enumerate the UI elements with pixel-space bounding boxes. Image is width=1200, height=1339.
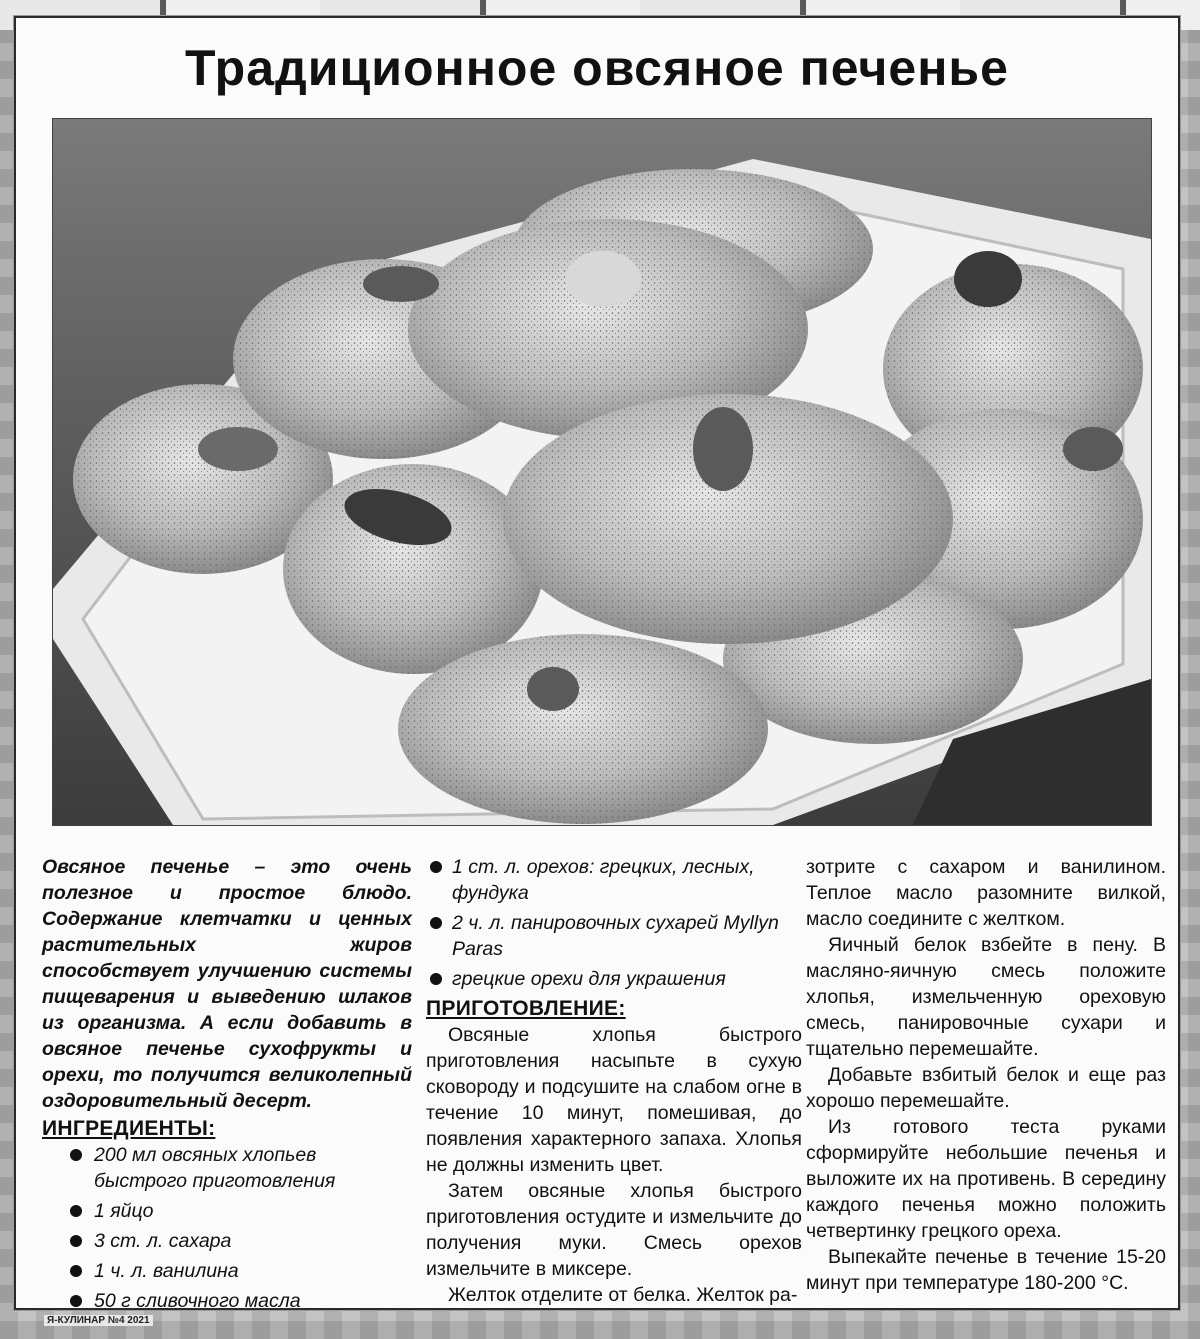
list-item: 2 ч. л. панировочных сухарей Myllyn Paras [426, 910, 802, 962]
preparation-step-continued: зотрите с сахаром и ванилином. Теплое масло разомните вилкой, масло соедините с желтком. [806, 856, 1166, 930]
ingredients-heading: ИНГРЕДИЕНТЫ: [42, 1117, 216, 1140]
page-title: Традиционное овсяное печенье [185, 40, 1009, 96]
ingredients-list-continued [426, 854, 802, 992]
column-3 [806, 854, 1166, 1296]
bullet-icon [70, 1265, 82, 1277]
preparation-heading: ПРИГОТОВЛЕНИЕ: [426, 997, 626, 1020]
bullet-icon [70, 1235, 82, 1247]
intro-text: Овсяное печенье – это очень полезное и простое блюдо. Содержание клетчатки и ценных растительных жиров способствует улучшению системы пищеварения и выведению шлаков из организма. А если добавить в овсяное печенье сухофрукты и орехи, то получится великолепный оздоровительный десерт. [42, 856, 412, 1112]
preparation-step: Из готового теста руками сформируйте небольшие печенья и выложите их на противень. В середину каждого печенья можно положить четвертинку грецкого ореха. [806, 1116, 1166, 1242]
list-item: 200 мл овсяных хлопьев быстрого приготовления [42, 1142, 412, 1194]
list-item: 1 ч. л. ванилина [42, 1258, 412, 1284]
cookies-illustration [53, 119, 1151, 825]
list-item: 50 г сливочного масла [42, 1288, 412, 1314]
bullet-icon [70, 1295, 82, 1307]
preparation-step: Выпекайте печенье в течение 15-20 минут при температуре 180-200 °С. [806, 1246, 1166, 1294]
column-1 [42, 854, 412, 1318]
preparation-step: Овсяные хлопья быстрого приготовления насыпьте в сухую сковороду и подсушите на слабом огне в течение 10 минут, помешивая, до появления характерного запаха. Хлопья не должны изменить цвет. [426, 1024, 802, 1176]
bullet-icon [430, 861, 442, 873]
newspaper-clipping [14, 16, 1180, 1310]
preparation-step: Добавьте взбитый белок и еще раз хорошо перемешайте. [806, 1064, 1166, 1112]
list-item: грецкие орехи для украшения [426, 966, 802, 992]
list-item: 1 ст. л. орехов: грецких, лесных, фундука [426, 854, 802, 906]
cookies-photo [52, 118, 1152, 826]
magazine-footer: Я-КУЛИНАР №4 2021 [44, 1315, 153, 1326]
list-item: 1 яйцо [42, 1198, 412, 1224]
bullet-icon [430, 973, 442, 985]
list-item: 3 ст. л. сахара [42, 1228, 412, 1254]
column-2 [426, 854, 802, 1308]
preparation-step-split: Желток отделите от белка. Желток ра- [448, 1284, 798, 1306]
bullet-icon [70, 1205, 82, 1217]
preparation-step: Затем овсяные хлопья быстрого приготовления остудите и измельчите до получения муки. Смесь орехов измельчите в миксере. [426, 1180, 802, 1280]
preparation-step: Яичный белок взбейте в пену. В масляно-яичную смесь положите хлопья, измельченную ореховую смесь, панировочные сухари и тщательно перемешайте. [806, 934, 1166, 1060]
bullet-icon [430, 917, 442, 929]
ingredients-list [42, 1142, 412, 1314]
bullet-icon [70, 1149, 82, 1161]
